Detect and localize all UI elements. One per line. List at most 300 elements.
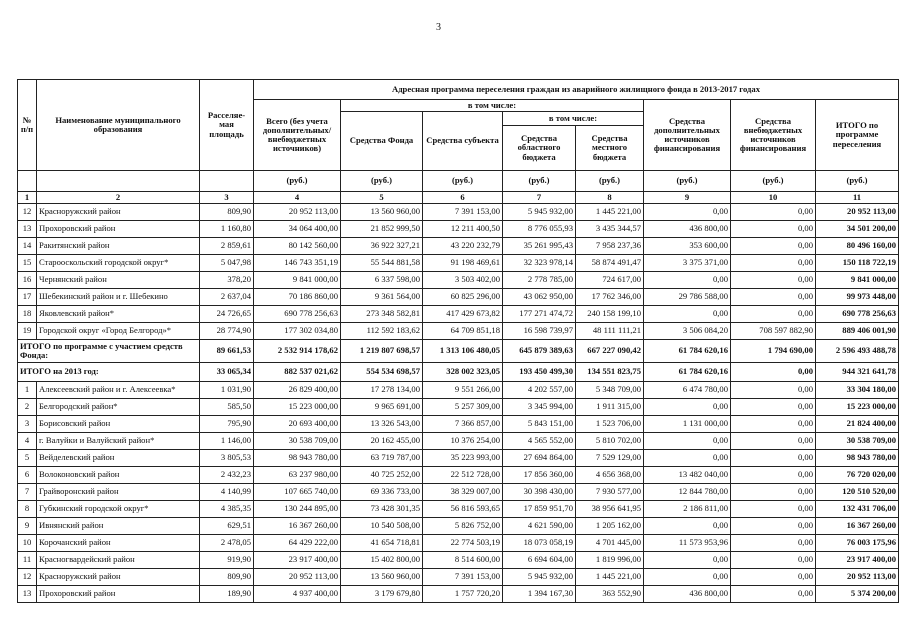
fund-value: 15 402 800,00 [341, 552, 423, 569]
total-value: 20 952 113,00 [254, 204, 341, 221]
unit-label: (руб.) [423, 171, 503, 192]
unit-label: (руб.) [816, 171, 899, 192]
area-value: 378,20 [200, 272, 254, 289]
fund-value: 17 278 134,00 [341, 382, 423, 399]
area-value: 795,90 [200, 416, 254, 433]
total-value: 4 937 400,00 [254, 586, 341, 603]
local-value: 3 435 344,57 [576, 221, 644, 238]
local-value: 48 111 111,21 [576, 323, 644, 340]
local-value: 7 529 129,00 [576, 450, 644, 467]
total-2013-grand: 944 321 641,78 [816, 363, 899, 382]
fund-value: 41 654 718,81 [341, 535, 423, 552]
unit-label: (руб.) [503, 171, 576, 192]
row-number: 2 [18, 399, 37, 416]
fund-value: 20 162 455,00 [341, 433, 423, 450]
area-value: 2 478,05 [200, 535, 254, 552]
local-value: 240 158 199,10 [576, 306, 644, 323]
additional-value: 11 573 953,96 [644, 535, 731, 552]
offbudget-value: 0,00 [731, 501, 816, 518]
area-value: 5 047,98 [200, 255, 254, 272]
total-2013-local: 134 551 823,75 [576, 363, 644, 382]
offbudget-value: 0,00 [731, 467, 816, 484]
total-program-fund: 1 219 807 698,57 [341, 340, 423, 363]
total-value: 177 302 034,80 [254, 323, 341, 340]
table-row [18, 433, 899, 450]
area-value: 585,50 [200, 399, 254, 416]
subject-value: 7 391 153,00 [423, 204, 503, 221]
offbudget-value: 0,00 [731, 399, 816, 416]
grand-total-value: 889 406 001,90 [816, 323, 899, 340]
header-offbudget: Средства внебюджетных источников финансирования [731, 100, 816, 171]
fund-value: 6 337 598,00 [341, 272, 423, 289]
unit-label: (руб.) [254, 171, 341, 192]
grand-total-value: 98 943 780,00 [816, 450, 899, 467]
subject-value: 12 211 400,50 [423, 221, 503, 238]
column-number: 1 [18, 192, 37, 204]
subject-value: 9 551 266,00 [423, 382, 503, 399]
subject-value: 3 503 402,00 [423, 272, 503, 289]
area-value: 1 160,80 [200, 221, 254, 238]
table-row [18, 535, 899, 552]
total-value: 80 142 560,00 [254, 238, 341, 255]
regional-value: 43 062 950,00 [503, 289, 576, 306]
grand-total-value: 15 223 000,00 [816, 399, 899, 416]
offbudget-value: 0,00 [731, 204, 816, 221]
regional-value: 5 945 932,00 [503, 569, 576, 586]
table-row [18, 467, 899, 484]
additional-value: 436 800,00 [644, 221, 731, 238]
fund-value: 63 719 787,00 [341, 450, 423, 467]
additional-value: 0,00 [644, 204, 731, 221]
header-fund: Средства Фонда [341, 112, 423, 171]
row-number: 3 [18, 416, 37, 433]
table-row [18, 255, 899, 272]
subject-value: 5 257 309,00 [423, 399, 503, 416]
area-value: 1 031,90 [200, 382, 254, 399]
additional-value: 0,00 [644, 450, 731, 467]
grand-total-value: 132 431 706,00 [816, 501, 899, 518]
header-local: Средства местного бюджета [576, 126, 644, 171]
subject-value: 64 709 851,18 [423, 323, 503, 340]
total-value: 16 367 260,00 [254, 518, 341, 535]
additional-value: 1 131 000,00 [644, 416, 731, 433]
additional-value: 353 600,00 [644, 238, 731, 255]
offbudget-value: 0,00 [731, 569, 816, 586]
total-program-area: 89 661,53 [200, 340, 254, 363]
column-number: 4 [254, 192, 341, 204]
grand-total-value: 120 510 520,00 [816, 484, 899, 501]
area-value: 2 432,23 [200, 467, 254, 484]
subject-value: 22 512 728,00 [423, 467, 503, 484]
municipality-name: Борисовский район [37, 416, 200, 433]
subject-value: 10 376 254,00 [423, 433, 503, 450]
row-number: 12 [18, 569, 37, 586]
rows-top [18, 204, 899, 340]
regional-value: 4 621 590,00 [503, 518, 576, 535]
regional-value: 1 394 167,30 [503, 586, 576, 603]
regional-value: 6 694 604,00 [503, 552, 576, 569]
row-number: 17 [18, 289, 37, 306]
table-row [18, 518, 899, 535]
additional-value: 3 375 371,00 [644, 255, 731, 272]
subject-value: 1 757 720,20 [423, 586, 503, 603]
area-value: 4 140,99 [200, 484, 254, 501]
header-num: № п/п [18, 80, 37, 171]
table-row [18, 382, 899, 399]
column-number: 3 [200, 192, 254, 204]
total-2013-regional: 193 450 499,30 [503, 363, 576, 382]
local-value: 5 348 709,00 [576, 382, 644, 399]
subject-value: 417 429 673,82 [423, 306, 503, 323]
unit-label: (руб.) [731, 171, 816, 192]
local-value: 4 701 445,00 [576, 535, 644, 552]
grand-total-value: 23 917 400,00 [816, 552, 899, 569]
table-row [18, 586, 899, 603]
additional-value: 0,00 [644, 306, 731, 323]
row-number: 13 [18, 221, 37, 238]
grand-total-value: 16 367 260,00 [816, 518, 899, 535]
local-value: 7 958 237,36 [576, 238, 644, 255]
municipality-name: Прохоровский район [37, 221, 200, 238]
local-value: 1 523 706,00 [576, 416, 644, 433]
additional-value: 0,00 [644, 272, 731, 289]
row-number: 16 [18, 272, 37, 289]
fund-value: 9 965 691,00 [341, 399, 423, 416]
grand-total-value: 9 841 000,00 [816, 272, 899, 289]
grand-total-value: 20 952 113,00 [816, 204, 899, 221]
additional-value: 3 506 084,20 [644, 323, 731, 340]
grand-total-value: 690 778 256,63 [816, 306, 899, 323]
header-in-that-number-sub: в том числе: [503, 112, 644, 126]
municipality-name: Шебекинский район и г. Шебекино [37, 289, 200, 306]
offbudget-value: 0,00 [731, 552, 816, 569]
total-2013-total: 882 537 021,62 [254, 363, 341, 382]
grand-total-value: 99 973 448,00 [816, 289, 899, 306]
total-2013-fund: 554 534 698,57 [341, 363, 423, 382]
local-value: 58 874 491,47 [576, 255, 644, 272]
local-value: 4 656 368,00 [576, 467, 644, 484]
additional-value: 0,00 [644, 399, 731, 416]
subject-value: 8 514 600,00 [423, 552, 503, 569]
total-2013-row [18, 363, 899, 382]
column-numbers-row [18, 192, 899, 204]
offbudget-value: 0,00 [731, 416, 816, 433]
local-value: 7 930 577,00 [576, 484, 644, 501]
table-row [18, 450, 899, 467]
table-row [18, 289, 899, 306]
total-value: 130 244 895,00 [254, 501, 341, 518]
total-program-regional: 645 879 389,63 [503, 340, 576, 363]
regional-value: 5 843 151,00 [503, 416, 576, 433]
total-value: 107 665 740,00 [254, 484, 341, 501]
offbudget-value: 0,00 [731, 272, 816, 289]
additional-value: 29 786 588,00 [644, 289, 731, 306]
fund-value: 13 560 960,00 [341, 204, 423, 221]
fund-value: 13 560 960,00 [341, 569, 423, 586]
table-row [18, 399, 899, 416]
regional-value: 27 694 864,00 [503, 450, 576, 467]
table-row [18, 484, 899, 501]
total-program-row [18, 340, 899, 363]
column-number: 5 [341, 192, 423, 204]
header-name: Наименование муниципального образования [37, 80, 200, 171]
fund-value: 36 922 327,21 [341, 238, 423, 255]
row-number: 5 [18, 450, 37, 467]
regional-value: 35 261 995,43 [503, 238, 576, 255]
resettlement-program-table [17, 79, 899, 603]
grand-total-value: 33 304 180,00 [816, 382, 899, 399]
fund-value: 13 326 543,00 [341, 416, 423, 433]
unit-label: (руб.) [341, 171, 423, 192]
regional-value: 30 398 430,00 [503, 484, 576, 501]
area-value: 28 774,90 [200, 323, 254, 340]
total-value: 20 952 113,00 [254, 569, 341, 586]
grand-total-value: 34 501 200,00 [816, 221, 899, 238]
subject-value: 38 329 007,00 [423, 484, 503, 501]
table-row [18, 238, 899, 255]
subject-value: 22 774 503,19 [423, 535, 503, 552]
area-value: 24 726,65 [200, 306, 254, 323]
row-number: 9 [18, 518, 37, 535]
row-number: 14 [18, 238, 37, 255]
offbudget-value: 0,00 [731, 433, 816, 450]
fund-value: 10 540 508,00 [341, 518, 423, 535]
additional-value: 0,00 [644, 552, 731, 569]
total-value: 63 237 980,00 [254, 467, 341, 484]
total-2013-offbudget: 0,00 [731, 363, 816, 382]
regional-value: 4 565 552,00 [503, 433, 576, 450]
subject-value: 7 391 153,00 [423, 569, 503, 586]
local-value: 17 762 346,00 [576, 289, 644, 306]
regional-value: 16 598 739,97 [503, 323, 576, 340]
area-value: 4 385,35 [200, 501, 254, 518]
fund-value: 21 852 999,50 [341, 221, 423, 238]
grand-total-value: 150 118 722,19 [816, 255, 899, 272]
table-row [18, 416, 899, 433]
subject-value: 91 198 469,61 [423, 255, 503, 272]
fund-value: 73 428 301,35 [341, 501, 423, 518]
municipality-name: Красноружский район [37, 569, 200, 586]
regional-value: 17 859 951,70 [503, 501, 576, 518]
fund-value: 3 179 679,80 [341, 586, 423, 603]
table-row [18, 221, 899, 238]
municipality-name: Грайворонский район [37, 484, 200, 501]
row-number: 6 [18, 467, 37, 484]
row-number: 19 [18, 323, 37, 340]
local-value: 1 911 315,00 [576, 399, 644, 416]
regional-value: 18 073 058,19 [503, 535, 576, 552]
municipality-name: Ракитянский район [37, 238, 200, 255]
total-program-offbudget: 1 794 690,00 [731, 340, 816, 363]
local-value: 1 445 221,00 [576, 204, 644, 221]
total-value: 690 778 256,63 [254, 306, 341, 323]
municipality-name: Городской округ «Город Белгород»* [37, 323, 200, 340]
total-value: 26 829 400,00 [254, 382, 341, 399]
table-row [18, 552, 899, 569]
units-row [18, 171, 899, 192]
subject-value: 7 366 857,00 [423, 416, 503, 433]
regional-value: 17 856 360,00 [503, 467, 576, 484]
regional-value: 8 776 055,93 [503, 221, 576, 238]
area-value: 809,90 [200, 204, 254, 221]
municipality-name: Прохоровский район [37, 586, 200, 603]
total-program-total: 2 532 914 178,62 [254, 340, 341, 363]
offbudget-value: 0,00 [731, 382, 816, 399]
grand-total-value: 80 496 160,00 [816, 238, 899, 255]
total-value: 98 943 780,00 [254, 450, 341, 467]
table-row [18, 323, 899, 340]
area-value: 1 146,00 [200, 433, 254, 450]
table-row [18, 569, 899, 586]
area-value: 2 859,61 [200, 238, 254, 255]
offbudget-value: 0,00 [731, 255, 816, 272]
column-number: 7 [503, 192, 576, 204]
row-number: 12 [18, 204, 37, 221]
offbudget-value: 0,00 [731, 289, 816, 306]
total-2013-label: ИТОГО на 2013 год: [18, 363, 200, 382]
offbudget-value: 0,00 [731, 535, 816, 552]
grand-total-value: 21 824 400,00 [816, 416, 899, 433]
municipality-name: Старооскольский городской округ* [37, 255, 200, 272]
total-value: 9 841 000,00 [254, 272, 341, 289]
total-2013-additional: 61 784 620,16 [644, 363, 731, 382]
regional-value: 3 345 994,00 [503, 399, 576, 416]
total-program-grand: 2 596 493 488,78 [816, 340, 899, 363]
municipality-name: Алексеевский район и г. Алексеевка* [37, 382, 200, 399]
header-program-title: Адресная программа переселения граждан из аварийного жилищного фонда в 2013-2017 годах [254, 80, 899, 100]
offbudget-value: 0,00 [731, 306, 816, 323]
area-value: 2 637,04 [200, 289, 254, 306]
header-grand-total: ИТОГО по программе переселения [816, 100, 899, 171]
page-number: 3 [436, 22, 441, 33]
regional-value: 2 778 785,00 [503, 272, 576, 289]
table-row [18, 272, 899, 289]
column-number: 6 [423, 192, 503, 204]
grand-total-value: 30 538 709,00 [816, 433, 899, 450]
fund-value: 69 336 733,00 [341, 484, 423, 501]
total-2013-area: 33 065,34 [200, 363, 254, 382]
row-number: 13 [18, 586, 37, 603]
local-value: 1 445 221,00 [576, 569, 644, 586]
municipality-name: Волоконовский район [37, 467, 200, 484]
unit-label: (руб.) [644, 171, 731, 192]
regional-value: 32 323 978,14 [503, 255, 576, 272]
additional-value: 0,00 [644, 518, 731, 535]
header-area: Расселяе-мая площадь [200, 80, 254, 171]
table-row [18, 501, 899, 518]
fund-value: 9 361 564,00 [341, 289, 423, 306]
municipality-name: Корочанский район [37, 535, 200, 552]
header-total: Всего (без учета дополнительных/ внебюджетных источников) [254, 100, 341, 171]
additional-value: 6 474 780,00 [644, 382, 731, 399]
header-regional: Средства областного бюджета [503, 126, 576, 171]
subject-value: 56 816 593,65 [423, 501, 503, 518]
total-value: 15 223 000,00 [254, 399, 341, 416]
column-number: 11 [816, 192, 899, 204]
table-row [18, 204, 899, 221]
offbudget-value: 0,00 [731, 586, 816, 603]
row-number: 7 [18, 484, 37, 501]
total-value: 30 538 709,00 [254, 433, 341, 450]
local-value: 363 552,90 [576, 586, 644, 603]
total-value: 34 064 400,00 [254, 221, 341, 238]
offbudget-value: 0,00 [731, 221, 816, 238]
offbudget-value: 0,00 [731, 484, 816, 501]
unit-label: (руб.) [576, 171, 644, 192]
rows-2013 [18, 382, 899, 603]
header-additional: Средства дополнительных источников финансирования [644, 100, 731, 171]
row-number: 10 [18, 535, 37, 552]
row-number: 11 [18, 552, 37, 569]
total-program-local: 667 227 090,42 [576, 340, 644, 363]
additional-value: 0,00 [644, 433, 731, 450]
municipality-name: Яковлевский район* [37, 306, 200, 323]
grand-total-value: 76 720 020,00 [816, 467, 899, 484]
municipality-name: Белгородский район* [37, 399, 200, 416]
additional-value: 12 844 780,00 [644, 484, 731, 501]
offbudget-value: 0,00 [731, 518, 816, 535]
regional-value: 4 202 557,00 [503, 382, 576, 399]
local-value: 1 205 162,00 [576, 518, 644, 535]
offbudget-value: 708 597 882,90 [731, 323, 816, 340]
column-number: 2 [37, 192, 200, 204]
grand-total-value: 76 003 175,96 [816, 535, 899, 552]
area-value: 3 805,53 [200, 450, 254, 467]
fund-value: 40 725 252,00 [341, 467, 423, 484]
offbudget-value: 0,00 [731, 238, 816, 255]
row-number: 8 [18, 501, 37, 518]
header-subject: Средства субъекта [423, 112, 503, 171]
row-number: 15 [18, 255, 37, 272]
fund-value: 55 544 881,58 [341, 255, 423, 272]
fund-value: 112 592 183,62 [341, 323, 423, 340]
subject-value: 35 223 993,00 [423, 450, 503, 467]
additional-value: 436 800,00 [644, 586, 731, 603]
additional-value: 0,00 [644, 569, 731, 586]
column-number: 9 [644, 192, 731, 204]
grand-total-value: 20 952 113,00 [816, 569, 899, 586]
subject-value: 60 825 296,00 [423, 289, 503, 306]
offbudget-value: 0,00 [731, 450, 816, 467]
grand-total-value: 5 374 200,00 [816, 586, 899, 603]
column-number: 10 [731, 192, 816, 204]
total-value: 23 917 400,00 [254, 552, 341, 569]
local-value: 1 819 996,00 [576, 552, 644, 569]
row-number: 1 [18, 382, 37, 399]
municipality-name: Красногвардейский район [37, 552, 200, 569]
municipality-name: г. Валуйки и Валуйский район* [37, 433, 200, 450]
total-value: 70 186 860,00 [254, 289, 341, 306]
additional-value: 2 186 811,00 [644, 501, 731, 518]
municipality-name: Красноружский район [37, 204, 200, 221]
total-2013-subject: 328 002 323,05 [423, 363, 503, 382]
total-program-additional: 61 784 620,16 [644, 340, 731, 363]
row-number: 18 [18, 306, 37, 323]
area-value: 629,51 [200, 518, 254, 535]
column-number: 8 [576, 192, 644, 204]
regional-value: 177 271 474,72 [503, 306, 576, 323]
total-value: 20 693 400,00 [254, 416, 341, 433]
regional-value: 5 945 932,00 [503, 204, 576, 221]
additional-value: 13 482 040,00 [644, 467, 731, 484]
header-in-that-number: в том числе: [341, 100, 644, 112]
municipality-name: Ивнянский район [37, 518, 200, 535]
municipality-name: Губкинский городской округ* [37, 501, 200, 518]
fund-value: 273 348 582,81 [341, 306, 423, 323]
row-number: 4 [18, 433, 37, 450]
subject-value: 5 826 752,00 [423, 518, 503, 535]
total-program-label: ИТОГО по программе с участием средств Фонда: [18, 340, 200, 363]
